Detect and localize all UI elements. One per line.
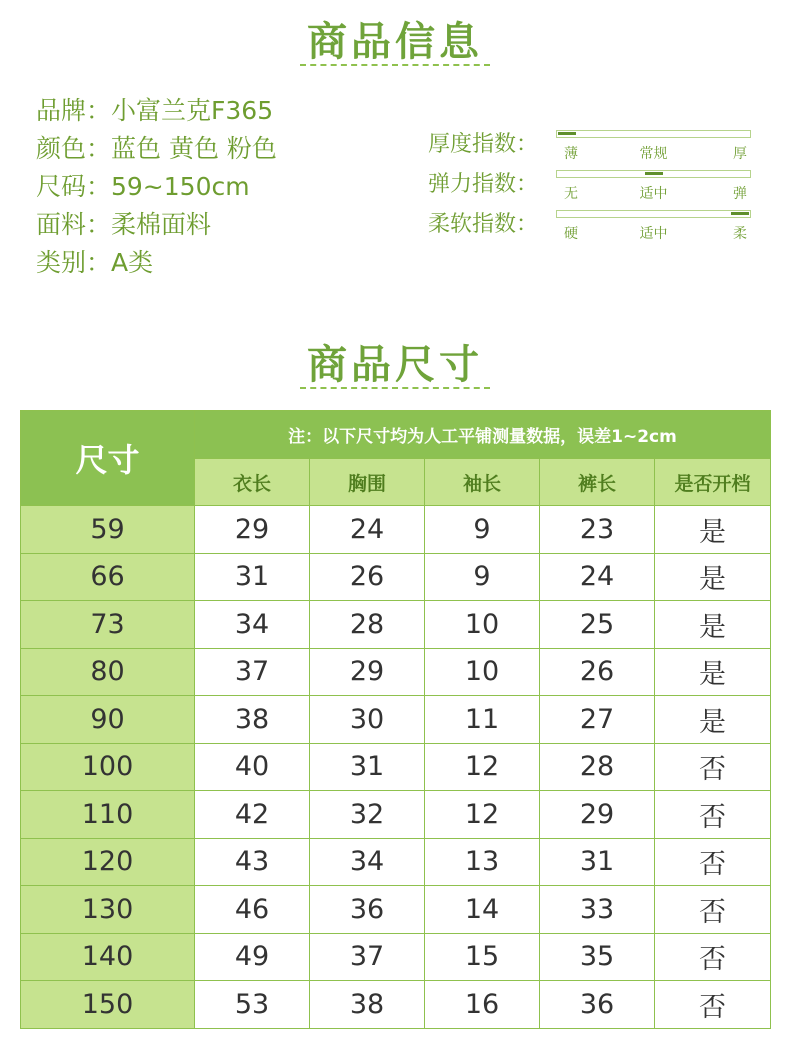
table-cell: 25	[540, 601, 655, 649]
table-cell: 是	[655, 648, 771, 696]
table-cell: 36	[310, 886, 425, 934]
table-cell: 13	[425, 838, 540, 886]
elasticity-index-label: 弹力指数：	[428, 172, 539, 197]
table-row	[21, 648, 771, 696]
measurement-note: 注：以下尺寸均为人工平铺测量数据，误差1~2cm	[195, 411, 771, 459]
table-cell: 31	[540, 838, 655, 886]
size-cell: 130	[21, 886, 195, 934]
size-cell: 80	[21, 648, 195, 696]
column-header-open-crotch: 是否开档	[655, 459, 771, 506]
table-cell: 24	[310, 506, 425, 554]
thickness-index-label: 厚度指数：	[428, 132, 539, 157]
table-row	[21, 696, 771, 744]
table-cell: 31	[310, 743, 425, 791]
table-cell: 15	[425, 933, 540, 981]
column-header-sleeve: 袖长	[425, 459, 540, 506]
table-cell: 9	[425, 553, 540, 601]
table-cell: 是	[655, 506, 771, 554]
table-cell: 26	[540, 648, 655, 696]
size-cell: 66	[21, 553, 195, 601]
column-header-pants: 裤长	[540, 459, 655, 506]
table-cell: 否	[655, 886, 771, 934]
size-cell: 150	[21, 981, 195, 1029]
table-cell: 38	[195, 696, 310, 744]
info-title-underline	[300, 64, 490, 66]
size-title-underline	[300, 387, 490, 389]
column-header-chest: 胸围	[310, 459, 425, 506]
table-cell: 33	[540, 886, 655, 934]
size-section-title: 商品尺寸	[307, 341, 483, 388]
softness-index-marker	[731, 212, 749, 215]
table-cell: 26	[310, 553, 425, 601]
softness-index-bar	[556, 210, 751, 218]
table-cell: 29	[540, 791, 655, 839]
size-cell: 140	[21, 933, 195, 981]
table-cell: 是	[655, 696, 771, 744]
thickness-tick-thick: 厚	[733, 146, 747, 162]
thickness-index-bar	[556, 130, 751, 138]
thickness-index-marker	[558, 132, 576, 135]
table-cell: 34	[195, 601, 310, 649]
size-cell: 110	[21, 791, 195, 839]
info-category: 类别：A类	[36, 248, 154, 277]
thickness-tick-thin: 薄	[564, 146, 578, 162]
table-row	[21, 838, 771, 886]
elasticity-index	[428, 167, 758, 207]
table-row	[21, 981, 771, 1029]
table-cell: 否	[655, 743, 771, 791]
table-row	[21, 743, 771, 791]
info-size: 尺码：59~150cm	[36, 172, 250, 201]
table-cell: 37	[310, 933, 425, 981]
elasticity-tick-none: 无	[564, 186, 578, 202]
size-cell: 100	[21, 743, 195, 791]
softness-index-label: 柔软指数：	[428, 212, 539, 237]
elasticity-index-bar	[556, 170, 751, 178]
table-row	[21, 886, 771, 934]
table-row	[21, 791, 771, 839]
table-cell: 28	[540, 743, 655, 791]
size-column-header: 尺寸	[21, 411, 195, 506]
table-cell: 27	[540, 696, 655, 744]
table-cell: 否	[655, 791, 771, 839]
size-cell: 73	[21, 601, 195, 649]
size-cell: 90	[21, 696, 195, 744]
softness-index	[428, 207, 758, 247]
table-cell: 10	[425, 601, 540, 649]
table-cell: 36	[540, 981, 655, 1029]
table-cell: 35	[540, 933, 655, 981]
table-cell: 38	[310, 981, 425, 1029]
elasticity-tick-elastic: 弹	[733, 186, 747, 202]
table-cell: 32	[310, 791, 425, 839]
table-cell: 10	[425, 648, 540, 696]
table-cell: 16	[425, 981, 540, 1029]
thickness-index	[428, 127, 758, 167]
table-row	[21, 506, 771, 554]
table-cell: 31	[195, 553, 310, 601]
info-fabric: 面料：柔棉面料	[36, 210, 212, 239]
size-cell: 120	[21, 838, 195, 886]
table-cell: 29	[195, 506, 310, 554]
table-cell: 否	[655, 981, 771, 1029]
table-cell: 43	[195, 838, 310, 886]
softness-tick-hard: 硬	[564, 226, 578, 242]
table-cell: 37	[195, 648, 310, 696]
info-brand: 品牌：小富兰克F365	[36, 96, 274, 125]
table-cell: 40	[195, 743, 310, 791]
thickness-tick-normal: 常规	[639, 146, 668, 162]
table-cell: 30	[310, 696, 425, 744]
table-cell: 9	[425, 506, 540, 554]
info-section-title: 商品信息	[307, 18, 483, 65]
table-cell: 否	[655, 838, 771, 886]
table-cell: 24	[540, 553, 655, 601]
column-header-length: 衣长	[195, 459, 310, 506]
table-cell: 12	[425, 791, 540, 839]
size-cell: 59	[21, 506, 195, 554]
table-cell: 23	[540, 506, 655, 554]
table-cell: 11	[425, 696, 540, 744]
table-cell: 是	[655, 553, 771, 601]
size-table-body	[21, 506, 771, 1029]
table-cell: 29	[310, 648, 425, 696]
table-cell: 14	[425, 886, 540, 934]
info-color: 颜色：蓝色 黄色 粉色	[36, 134, 277, 163]
table-cell: 49	[195, 933, 310, 981]
elasticity-index-marker	[645, 172, 663, 175]
softness-tick-moderate: 适中	[639, 226, 668, 242]
index-scales	[428, 127, 758, 247]
table-cell: 否	[655, 933, 771, 981]
softness-tick-soft: 柔	[733, 226, 747, 242]
table-cell: 42	[195, 791, 310, 839]
table-row	[21, 933, 771, 981]
elasticity-tick-moderate: 适中	[639, 186, 668, 202]
table-row	[21, 553, 771, 601]
table-cell: 34	[310, 838, 425, 886]
table-cell: 是	[655, 601, 771, 649]
table-cell: 28	[310, 601, 425, 649]
info-list	[36, 92, 277, 282]
table-cell: 53	[195, 981, 310, 1029]
table-cell: 46	[195, 886, 310, 934]
table-cell: 12	[425, 743, 540, 791]
size-table	[20, 410, 771, 1029]
table-row	[21, 601, 771, 649]
